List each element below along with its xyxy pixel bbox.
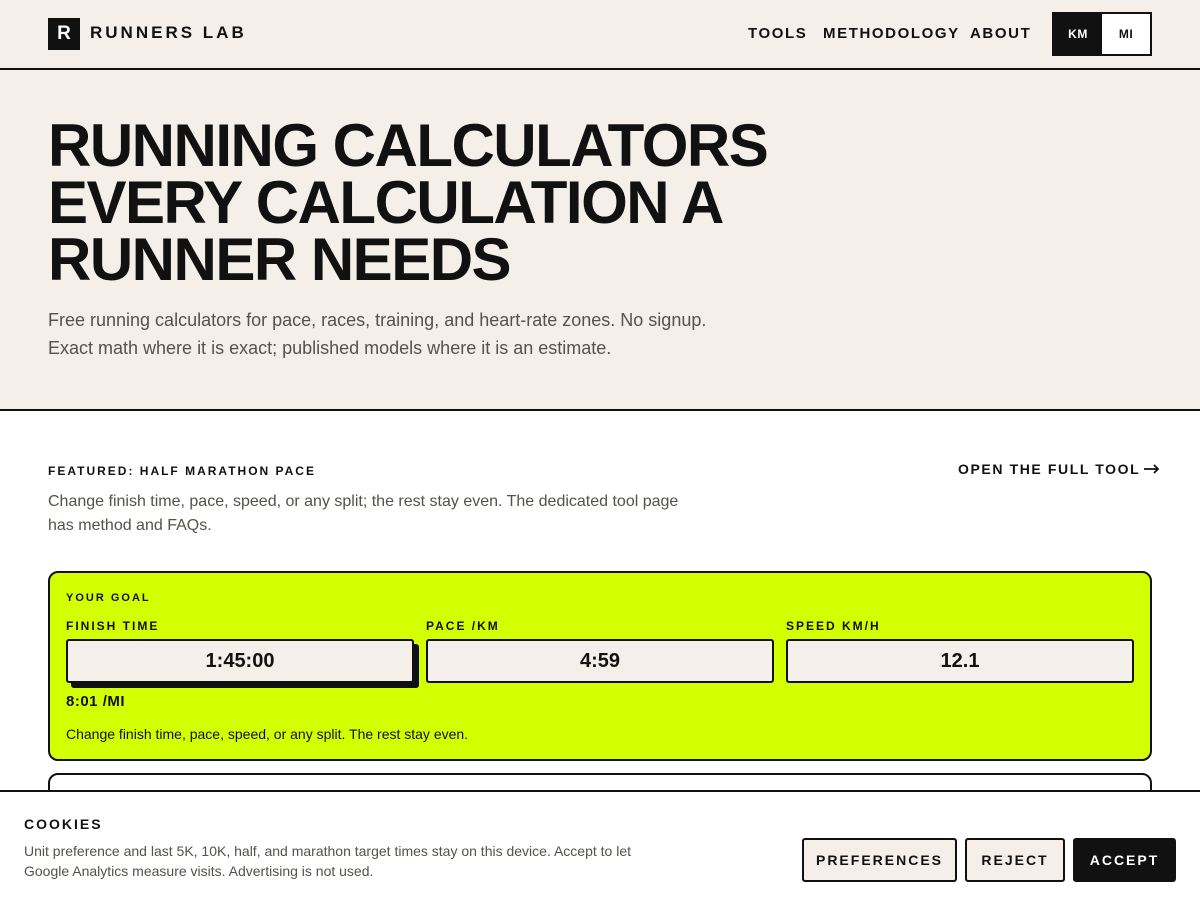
cookie-title: COOKIES — [24, 816, 103, 832]
hero-subtitle-line: Exact math where it is exact; published models where it is an estimate. — [48, 338, 612, 358]
pace-input[interactable] — [426, 639, 774, 683]
hero-title-line: RUNNING CALCULATORS — [48, 112, 768, 179]
accept-button[interactable]: ACCEPT — [1073, 838, 1176, 882]
goal-label: YOUR GOAL — [66, 592, 151, 604]
unit-mi-button[interactable]: MI — [1102, 14, 1150, 54]
cookie-text-line: Unit preference and last 5K, 10K, half, and marathon target times stay on this device. Accept to let — [24, 843, 632, 859]
finish-time-input[interactable] — [66, 639, 414, 683]
nav-tools-link[interactable]: TOOLS — [748, 25, 808, 42]
cookie-text-line: Google Analytics measure visits. Advertising is not used. — [24, 863, 374, 879]
goal-card — [48, 571, 1152, 761]
reject-button[interactable]: REJECT — [965, 838, 1065, 882]
pace-label: PACE /KM — [426, 619, 500, 633]
logo-text[interactable]: RUNNERS LAB — [90, 23, 247, 42]
logo-mark[interactable]: R — [48, 18, 80, 50]
hero-title-line: RUNNER NEEDS — [48, 226, 511, 293]
unit-km-button[interactable]: KM — [1054, 14, 1102, 54]
cookie-text — [24, 841, 684, 881]
hero-title-line: EVERY CALCULATION A — [48, 169, 723, 236]
featured-description-line: has method and FAQs. — [48, 517, 212, 534]
nav-methodology-link[interactable]: METHODOLOGY — [823, 25, 960, 42]
site-header — [0, 0, 1200, 70]
open-full-tool-label: OPEN THE FULL TOOL — [958, 461, 1141, 477]
pace-per-mile-readout: 8:01 /MI — [66, 693, 126, 710]
featured-label: FEATURED: HALF MARATHON PACE — [48, 464, 316, 478]
arrow-right-icon — [1144, 460, 1160, 478]
finish-time-label: FINISH TIME — [66, 619, 160, 633]
open-full-tool-link[interactable] — [958, 460, 1160, 478]
speed-input[interactable] — [786, 639, 1134, 683]
hero-title — [48, 112, 848, 293]
speed-label: SPEED KM/H — [786, 619, 881, 633]
hero-section — [0, 70, 1200, 411]
nav-about-link[interactable]: ABOUT — [970, 25, 1032, 42]
preferences-button[interactable]: PREFERENCES — [802, 838, 957, 882]
hero-subtitle-line: Free running calculators for pace, races, training, and heart-rate zones. No signup. — [48, 310, 707, 330]
featured-description-line: Change finish time, pace, speed, or any split; the rest stay even. The dedicated tool page — [48, 493, 679, 510]
goal-note: Change finish time, pace, speed, or any split. The rest stay even. — [66, 726, 469, 742]
hero-subtitle — [48, 306, 768, 362]
cookie-banner — [0, 790, 1200, 900]
featured-description — [48, 490, 728, 538]
unit-toggle — [1052, 12, 1152, 56]
